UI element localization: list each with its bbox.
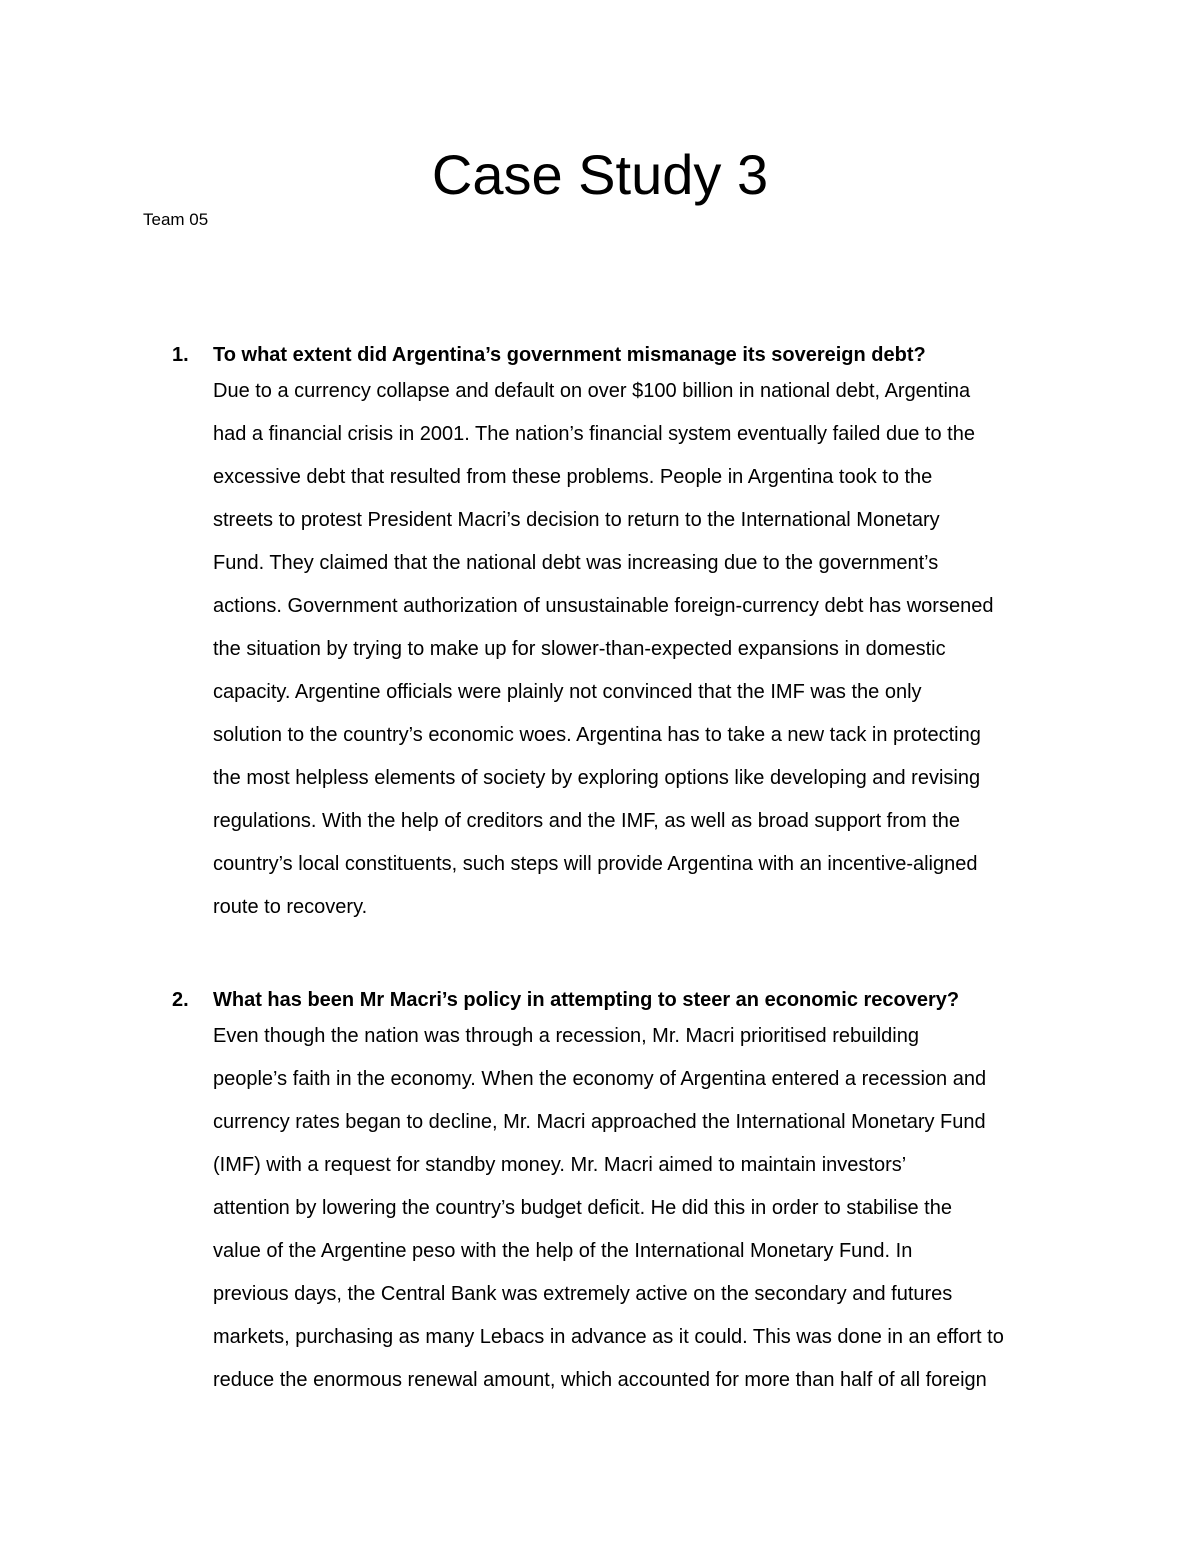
answer-line: Even though the nation was through a recession, Mr. Macri prioritised rebuilding — [213, 1025, 919, 1047]
answer-line: attention by lowering the country’s budget deficit. He did this in order to stabilise the — [213, 1197, 952, 1219]
answer-line: currency rates began to decline, Mr. Macri approached the International Monetary Fund — [213, 1111, 986, 1133]
answer-line: (IMF) with a request for standby money. Mr. Macri aimed to maintain investors’ — [213, 1154, 907, 1176]
team-label: Team 05 — [143, 210, 209, 229]
answer-line: had a financial crisis in 2001. The nation’s financial system eventually failed due to the — [213, 423, 975, 445]
answer-line: Fund. They claimed that the national debt was increasing due to the government’s — [213, 552, 939, 574]
answer-line: people’s faith in the economy. When the economy of Argentina entered a recession and — [213, 1068, 987, 1090]
question-1-heading — [0, 340, 1200, 370]
answer-line: Due to a currency collapse and default on over $100 billion in national debt, Argentina — [213, 380, 971, 402]
answer-line: solution to the country’s economic woes. Argentina has to take a new tack in protecting — [213, 724, 981, 746]
question-2-number: 2. — [172, 989, 189, 1011]
answer-line: the situation by trying to make up for slower-than-expected expansions in domestic — [213, 638, 946, 660]
answer-line: country’s local constituents, such steps will provide Argentina with an incentive-aligned — [213, 853, 978, 875]
question-2-heading — [0, 985, 1200, 1015]
answer-line: capacity. Argentine officials were plainly not convinced that the IMF was the only — [213, 681, 922, 703]
question-1 — [0, 340, 1200, 929]
answer-line: regulations. With the help of creditors and the IMF, as well as broad support from the — [213, 810, 961, 832]
answer-line: reduce the enormous renewal amount, which accounted for more than half of all foreign — [213, 1369, 987, 1391]
answer-line: excessive debt that resulted from these problems. People in Argentina took to the — [213, 466, 933, 488]
question-1-text: To what extent did Argentina’s government mismanage its sovereign debt? — [213, 344, 926, 366]
question-1-number: 1. — [172, 344, 189, 366]
answer-line: the most helpless elements of society by exploring options like developing and revising — [213, 767, 981, 789]
answer-line: route to recovery. — [213, 896, 368, 918]
answer-line: value of the Argentine peso with the help of the International Monetary Fund. In — [213, 1240, 913, 1262]
answer-line: previous days, the Central Bank was extremely active on the secondary and futures — [213, 1283, 953, 1305]
question-1-answer — [213, 370, 1073, 929]
question-2-answer — [213, 1015, 1073, 1402]
answer-line: actions. Government authorization of unsustainable foreign-currency debt has worsened — [213, 595, 994, 617]
question-2 — [0, 985, 1200, 1402]
question-2-text: What has been Mr Macri’s policy in attempting to steer an economic recovery? — [213, 989, 960, 1011]
answer-line: streets to protest President Macri’s decision to return to the International Monetary — [213, 509, 940, 531]
document-title: Case Study 3 — [431, 143, 769, 206]
answer-line: markets, purchasing as many Lebacs in advance as it could. This was done in an effort to — [213, 1326, 1004, 1348]
